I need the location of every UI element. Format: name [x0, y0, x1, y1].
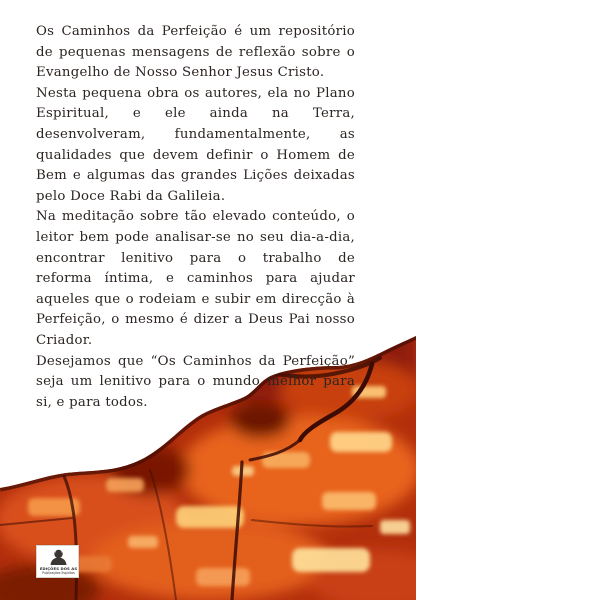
synopsis-paragraph-1: Os Caminhos da Perfeição é um repositório de pequenas mensagens de reflexão sobre o Evangelho de Nosso Senhor Jesus Cristo.	[36, 24, 355, 81]
synopsis-paragraph-2: Nesta pequena obra os autores, ela no Plano Espiritual, e ele ainda na Terra, desenvolveram, fundamentalmente, as qualidades que devem definir o Homem de Bem e algumas das grandes Lições deixadas pelo Doce Rabi da Galileia.	[36, 85, 355, 204]
publisher-name: EDIÇÕES DOS AS	[39, 566, 78, 571]
publisher-portrait-icon	[37, 546, 80, 566]
synopsis-text	[36, 22, 355, 413]
synopsis-paragraph-3: Na meditação sobre tão elevado conteúdo, o leitor bem pode analisar-se no seu dia-a-dia, encontrar lenitivo para o trabalho de reforma íntima, e caminhos para ajudar aqueles que o rodeiam e subir em direcção à Perfeição, o mesmo é dizer a Deus Pai nosso Criador.	[36, 209, 355, 348]
publisher-logo	[36, 545, 79, 578]
publisher-subline: Publicações Espíritas	[42, 571, 75, 575]
synopsis-paragraph-4: Desejamos que “Os Caminhos da Perfeição” seja um lenitivo para o mundo melhor para si, e para todos.	[36, 353, 355, 410]
